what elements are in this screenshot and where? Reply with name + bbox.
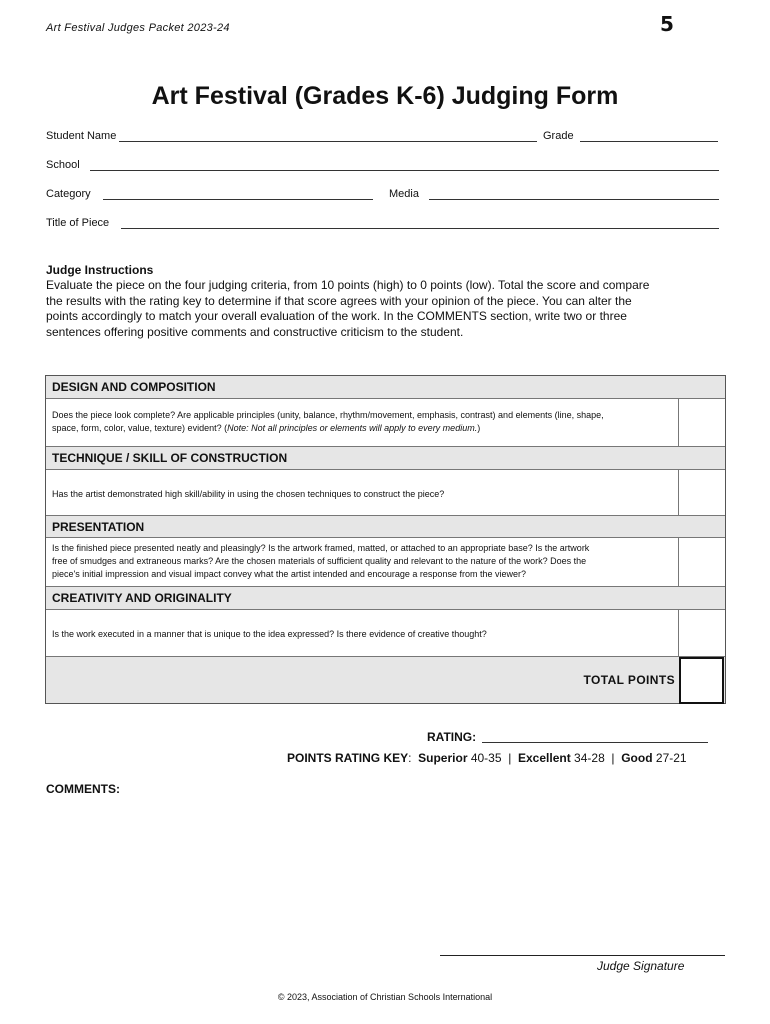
criteria-description <box>52 542 672 581</box>
grade-label: Grade <box>543 130 574 142</box>
media-field[interactable] <box>429 199 719 200</box>
criteria-heading: DESIGN AND COMPOSITION <box>46 376 725 399</box>
criteria-line: piece's initial impression and visual impact convey what the artist intended and encourage a response from the viewer? <box>52 569 526 579</box>
criteria-description <box>52 409 672 435</box>
total-points-box[interactable] <box>679 657 724 704</box>
signature-label: Judge Signature <box>597 959 685 973</box>
rating-key-label: POINTS RATING KEY <box>287 751 409 765</box>
student-name-field[interactable] <box>119 141 537 142</box>
instructions-line: points accordingly to match your overall evaluation of the work. In the COMMENTS section, write two or three <box>46 309 627 324</box>
score-box-design[interactable] <box>678 399 724 446</box>
criteria-line: free of smudges and extraneous marks? Are the chosen materials of sufficient quality and relevant to the nature of the work? Does the <box>52 556 587 566</box>
score-box-technique[interactable] <box>678 470 724 515</box>
total-row <box>46 656 725 703</box>
good-range: 27-21 <box>655 751 687 765</box>
instructions-line: Evaluate the piece on the four judging criteria, from 10 points (high) to 0 points (low). Total the score and compare <box>46 278 650 292</box>
grade-field[interactable] <box>580 141 718 142</box>
criteria-table <box>45 375 726 704</box>
total-points-label: TOTAL POINTS <box>583 673 675 687</box>
criteria-heading: CREATIVITY AND ORIGINALITY <box>46 586 725 610</box>
score-box-presentation[interactable] <box>678 538 724 586</box>
criteria-note: Note: Not all principles or elements will apply to every medium. <box>227 423 478 433</box>
school-field[interactable] <box>90 170 719 171</box>
criteria-line <box>52 422 672 435</box>
category-label: Category <box>46 188 91 200</box>
signature-line[interactable] <box>440 955 725 956</box>
rating-field[interactable] <box>482 742 708 743</box>
good-label: Good <box>621 751 653 765</box>
criteria-note-close: ) <box>477 423 481 433</box>
category-field[interactable] <box>103 199 373 200</box>
superior-label: Superior <box>418 751 468 765</box>
rating-key-colon: : <box>408 751 412 765</box>
page-title: Art Festival (Grades K-6) Judging Form <box>151 82 619 110</box>
excellent-label: Excellent <box>518 751 571 765</box>
packet-label: Art Festival Judges Packet 2023-24 <box>46 22 230 34</box>
criteria-heading: TECHNIQUE / SKILL OF CONSTRUCTION <box>46 446 725 470</box>
criteria-line: Has the artist demonstrated high skill/ability in using the chosen techniques to construct the piece? <box>52 489 445 499</box>
title-of-piece-label: Title of Piece <box>46 217 110 229</box>
rating-key <box>287 751 687 765</box>
rating-label: RATING: <box>427 730 477 744</box>
criteria-description <box>52 628 672 641</box>
excellent-range: 34-28 <box>574 751 605 765</box>
comments-area[interactable] <box>46 800 724 940</box>
title-of-piece-field[interactable] <box>121 228 719 229</box>
criteria-line: Is the work executed in a manner that is unique to the idea expressed? Is there evidence of creative thought? <box>52 629 487 639</box>
school-label: School <box>46 159 80 171</box>
criteria-heading: PRESENTATION <box>46 515 725 538</box>
media-label: Media <box>389 188 419 200</box>
student-name-label: Student Name <box>46 130 117 142</box>
key-separator: | <box>611 751 615 765</box>
instructions-heading: Judge Instructions <box>46 263 154 277</box>
criteria-line: Does the piece look complete? Are applicable principles (unity, balance, rhythm/movement, emphasis, contrast) and elements (line, shape, <box>52 410 604 420</box>
key-separator: | <box>508 751 512 765</box>
criteria-line-text: space, form, color, value, texture) evident? ( <box>52 423 228 433</box>
superior-range: 40-35 <box>470 751 502 765</box>
page-number: 5 <box>660 12 674 36</box>
score-box-creativity[interactable] <box>678 610 724 656</box>
instructions-line: sentences offering positive comments and constructive criticism to the student. <box>46 324 464 339</box>
criteria-line: Is the finished piece presented neatly and pleasingly? Is the artwork framed, matted, or attached to an appropriate base? Is the artwork <box>52 543 590 553</box>
comments-label: COMMENTS: <box>46 782 120 796</box>
criteria-description <box>52 488 672 501</box>
instructions-line: the results with the rating key to determine if that score agrees with your opinion of the piece. You can alter the <box>46 293 632 308</box>
instructions-body <box>46 278 686 340</box>
copyright: © 2023, Association of Christian Schools International <box>277 992 493 1002</box>
